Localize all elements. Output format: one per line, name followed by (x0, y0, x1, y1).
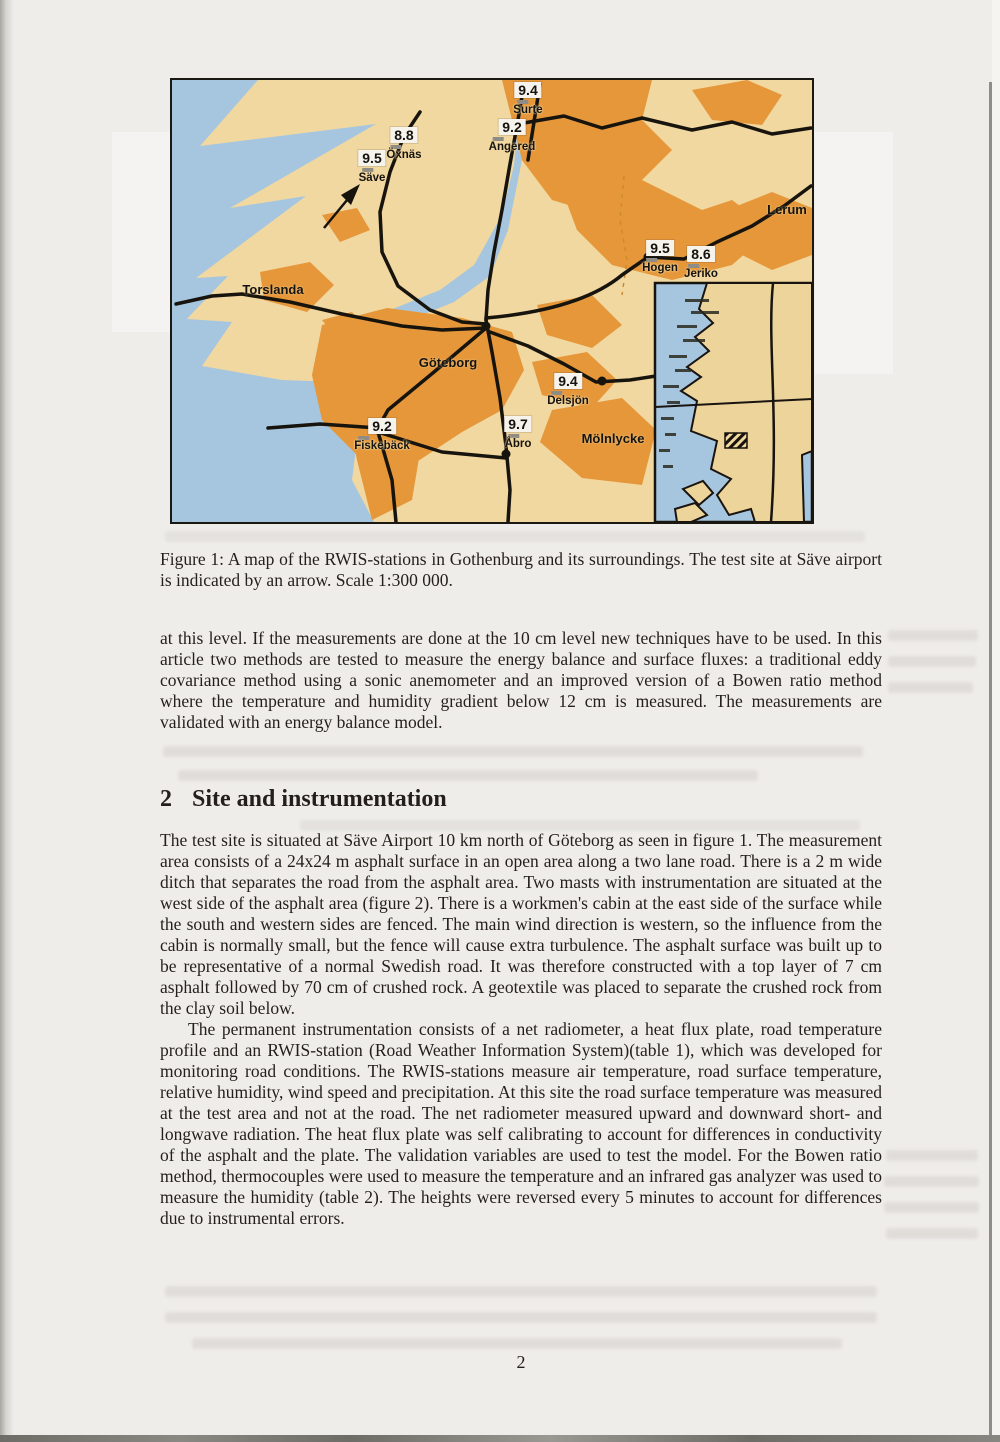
rwis-station-oxnas (386, 127, 421, 162)
bleed-through-text (888, 656, 976, 667)
figure-caption: Figure 1: A map of the RWIS-stations in Gothenburg and its surroundings. The test site at Säve airport is indicated by an arrow. Scale 1:300 000. (160, 549, 882, 590)
rwis-station-abro (504, 416, 531, 451)
inset-gothenburg-marker (725, 433, 747, 448)
scan-right-edge-line (989, 82, 992, 1442)
section-number: 2 (160, 786, 172, 812)
bleed-through-block (815, 132, 893, 374)
station-temp: 9.4 (514, 82, 541, 98)
station-temp: 9.4 (554, 373, 581, 389)
station-name: Säve (358, 172, 386, 184)
bleed-through-text (886, 1150, 978, 1161)
rwis-station-jeriko (684, 246, 718, 281)
station-temp: 9.5 (358, 150, 385, 166)
station-name: Åbro (504, 438, 532, 450)
station-name: Hogen (642, 262, 678, 274)
station-temp: 9.2 (498, 119, 525, 135)
bleed-through-text (888, 682, 973, 693)
city-label-torslanda: Torslanda (242, 282, 304, 297)
station-temp: 8.8 (390, 127, 417, 143)
page-number: 2 (516, 1352, 526, 1372)
rwis-station-fiskeback (354, 418, 410, 453)
city-label-molnlycke: Mölnlycke (581, 431, 645, 446)
bleed-through-text (192, 1338, 842, 1349)
station-name: Surte (513, 104, 543, 116)
section-heading (160, 784, 882, 814)
bleed-through-text (884, 1202, 979, 1213)
section-title: Site and instrumentation (192, 786, 447, 812)
station-name: Delsjön (547, 395, 589, 407)
body-text (160, 830, 882, 1229)
bleed-through-text (884, 1176, 979, 1187)
bleed-through-text (165, 531, 865, 542)
bleed-through-text (178, 770, 758, 781)
bleed-through-text (886, 1228, 978, 1239)
body-paragraph-2: The test site is situated at Säve Airport 10 km north of Göteborg as seen in figure 1. The measurement area consists of a 24x24 m asphalt surface in an open area along a two lane road. There is a 2 m wide ditch that separates the road from the asphalt area. Two masts with instrumentation are situated at the west side of the asphalt area (figure 2). There is a workmen's cabin at the east side of the surface while the south and western sides are fenced. The main wind direction is western, so the influence from the cabin is normally small, but the fence will cause extra turbulence. The asphalt surface was built up to be representative of a normal Swedish road. It was therefore constructed with a top layer of 7 cm asphalt followed by 70 cm of crushed rock. A geotextile was placed to separate the crushed rock from the clay soil below. (160, 830, 882, 1018)
station-name: Angered (488, 141, 536, 153)
body-paragraph-1: at this level. If the measurements are done at the 10 cm level new techniques have to be used. In this article two methods are tested to measure the energy balance and surface fluxes: a traditional eddy covariance method using a sonic anemometer and an improved version of a Bowen ratio method where the temperature and humidity gradient below 12 cm is measured. The measurements are validated with an energy balance model. (160, 628, 882, 732)
body-paragraph-3: The permanent instrumentation consists of a net radiometer, a heat flux plate, road temperature profile and an RWIS-station (Road Weather Information System)(table 1), which was developed for monitoring road conditions. The RWIS-stations measure air temperature, road surface temperature, relative humidity, wind speed and precipitation. At this site the road surface temperature was measured at the test area and not at the road. The net radiometer measured upward and downward short- and longwave radiation. The heat flux plate was self calibrating to account for differences in conductivity of the asphalt and the plate. The validation variables are used to test the model. For the Bowen ratio method, thermocouples were used to measure the temperature and an infrared gas analyzer was used to measure the humidity (table 2). The heights were reversed every 5 minutes to account for differences due to instrumental errors. (160, 1019, 882, 1228)
station-name: Öxnäs (386, 149, 422, 161)
bleed-through-block (112, 132, 170, 332)
inset-overview-map (655, 283, 812, 522)
station-temp: 9.5 (646, 240, 673, 256)
scan-left-edge-shadow (0, 0, 14, 1442)
rwis-station-hogen (642, 240, 678, 275)
station-name: Jeriko (684, 268, 718, 280)
city-label-lerum: Lerum (767, 202, 807, 217)
station-name: Fiskebäck (354, 440, 410, 452)
station-temp: 9.7 (504, 416, 531, 432)
rwis-station-surte (513, 82, 542, 117)
station-temp: 8.6 (687, 246, 714, 262)
bleed-through-text (165, 1286, 877, 1297)
river (370, 80, 536, 332)
rwis-station-save (358, 150, 385, 185)
rwis-station-angered (489, 119, 536, 154)
bleed-through-text (165, 1312, 877, 1323)
bleed-through-text (888, 630, 978, 641)
figure-1-map (170, 78, 814, 524)
station-temp: 9.2 (368, 418, 395, 434)
scan-right-margin (992, 0, 1000, 1442)
city-label-goteborg: Göteborg (418, 355, 478, 370)
scan-bottom-edge (0, 1435, 1000, 1442)
bleed-through-text (163, 746, 863, 757)
rwis-station-delsjon (547, 373, 589, 408)
